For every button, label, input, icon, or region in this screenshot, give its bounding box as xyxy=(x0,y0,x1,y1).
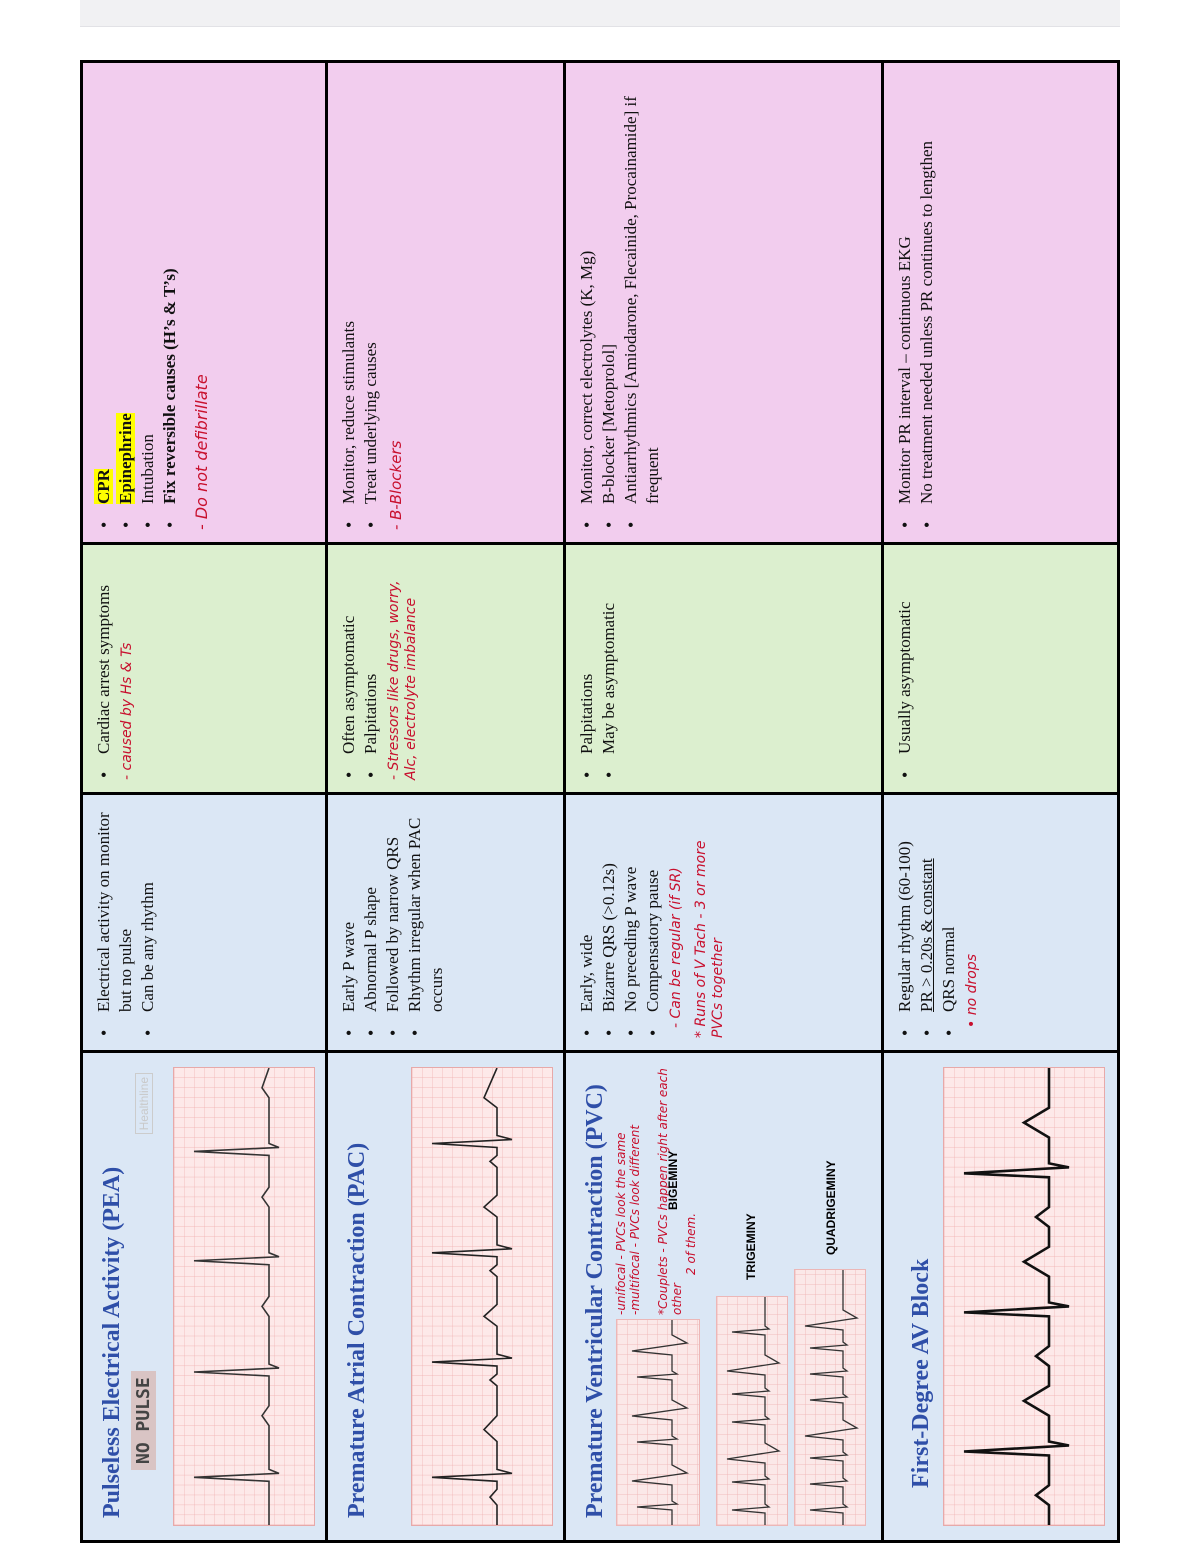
symptoms-cell xyxy=(566,542,881,792)
rhythm-strip-cell xyxy=(328,1050,563,1540)
treatment-cell xyxy=(884,63,1117,542)
quadrigeminy-label: QUADRIGEMINY xyxy=(824,1160,838,1255)
trigeminy-strip-image xyxy=(716,1296,788,1526)
symptom: • Palpitations xyxy=(576,557,598,754)
rhythm-title: First-Degree AV Block xyxy=(908,1258,934,1488)
ecg-findings-cell xyxy=(884,792,1117,1050)
treatment-item: • Antiarrhythmics [Amiodarone, Flecainide, Procainamide] if frequent xyxy=(620,75,664,504)
treatment-item xyxy=(115,75,137,504)
table-row-pvc xyxy=(566,63,884,1540)
bigeminy-label: BIGEMINY xyxy=(666,1150,680,1210)
treatment-item xyxy=(159,75,181,504)
symptom: • Usually asymptomatic xyxy=(894,557,916,754)
ecg-finding: • Early, wide xyxy=(576,807,598,1012)
ecg-finding: • Followed by narrow QRS xyxy=(382,807,404,1012)
treatment-item: • Intubation xyxy=(137,75,159,504)
ecg-finding: • Early P wave xyxy=(338,807,360,1012)
trigeminy-label: TRIGEMINY xyxy=(744,1213,758,1280)
bold-text: Fix reversible causes (H’s & T’s) xyxy=(160,268,179,504)
ecg-finding: • Electrical activity on monitor but no pulse xyxy=(93,807,137,1012)
ecg-finding: • Can be any rhythm xyxy=(137,807,159,1012)
quadrigeminy-strip-image xyxy=(794,1269,866,1526)
bigeminy-strip-image xyxy=(616,1319,700,1526)
handwritten-note: - Do not defibrillate xyxy=(192,374,211,530)
handwritten-note: *Couplets - PVCs happen right after each other xyxy=(656,1068,684,1315)
handwritten-note: • no drops xyxy=(964,954,980,1028)
no-pulse-label: NO PULSE xyxy=(131,1371,156,1470)
handwritten-note: * Runs of V Tach - 3 or more PVCs together xyxy=(693,840,726,1038)
symptom: • May be asymptomatic xyxy=(598,557,620,754)
ecg-findings-cell xyxy=(566,792,881,1050)
rhythm-title: Premature Atrial Contraction (PAC) xyxy=(344,1142,370,1518)
treatment-item: • Monitor PR interval – continuous EKG xyxy=(894,75,916,504)
symptoms-cell xyxy=(884,542,1117,792)
treatment-item xyxy=(93,75,115,504)
handwritten-note: - B-Blockers xyxy=(387,440,405,530)
document-page xyxy=(80,60,1120,1543)
ecg-finding: • Compensatory pause xyxy=(642,807,664,1012)
rhythm-strip-cell xyxy=(566,1050,881,1540)
viewer-toolbar xyxy=(80,0,1120,27)
treatment-item: • Monitor, correct electrolytes (K, Mg) xyxy=(576,75,598,504)
rhythm-strip-cell xyxy=(884,1050,1117,1540)
symptom: • Palpitations xyxy=(360,557,382,754)
symptoms-cell xyxy=(328,542,563,792)
brand-watermark: Healthline xyxy=(135,1073,153,1134)
treatment-item: • Monitor, reduce stimulants xyxy=(338,75,360,504)
symptoms-cell xyxy=(83,542,325,792)
handwritten-note: -unifocal - PVCs look the same xyxy=(614,1132,628,1315)
ecg-finding: • PR > 0.20s & constant xyxy=(916,807,938,1012)
handwritten-note: - Can be regular (if SR) xyxy=(668,867,684,1028)
handwritten-note: -multifocal - PVCs look different xyxy=(628,1124,642,1315)
treatment-item: • No treatment needed unless PR continues to lengthen xyxy=(916,75,938,504)
ecg-finding: • Regular rhythm (60-100) xyxy=(894,807,916,1012)
rhythm-title: Premature Ventricular Contraction (PVC) xyxy=(582,1084,608,1518)
arrhythmia-table xyxy=(80,60,1120,1543)
symptom: • Often asymptomatic xyxy=(338,557,360,754)
treatment-cell xyxy=(328,63,563,542)
table-row-first-degree-av-block xyxy=(884,63,1117,1540)
ecg-findings-cell xyxy=(328,792,563,1050)
highlighted-text: Epinephrine xyxy=(116,413,135,504)
treatment-item: • B-blocker [Metoprolol] xyxy=(598,75,620,504)
table-row-pac xyxy=(328,63,566,1540)
handwritten-note: - caused by Hs & Ts xyxy=(119,642,135,780)
ecg-finding: • No preceding P wave xyxy=(620,807,642,1012)
ecg-finding: • Bizarre QRS (>0.12s) xyxy=(598,807,620,1012)
rhythm-strip-cell xyxy=(83,1050,325,1540)
symptom: • Cardiac arrest symptoms xyxy=(93,557,115,754)
ecg-strip-image xyxy=(173,1067,315,1526)
highlighted-text: CPR xyxy=(94,469,113,504)
treatment-item: • Treat underlying causes xyxy=(360,75,382,504)
ecg-findings-cell xyxy=(83,792,325,1050)
treatment-cell xyxy=(566,63,881,542)
handwritten-note: 2 of them. xyxy=(684,1212,698,1275)
ecg-finding: • QRS normal xyxy=(938,807,960,1012)
handwritten-notes xyxy=(614,1060,698,1315)
ecg-strip-image xyxy=(943,1067,1105,1526)
handwritten-note: - Stressors like drugs, worry, Alc, electrolyte imbalance xyxy=(386,580,419,780)
table-row-pea xyxy=(83,63,328,1540)
ecg-finding: • Rhythm irregular when PAC occurs xyxy=(404,807,448,1012)
ecg-strip-image xyxy=(411,1067,553,1526)
treatment-cell xyxy=(83,63,325,542)
rhythm-title: Pulseless Electrical Activity (PEA) xyxy=(99,1166,125,1518)
ecg-finding: • Abnormal P shape xyxy=(360,807,382,1012)
